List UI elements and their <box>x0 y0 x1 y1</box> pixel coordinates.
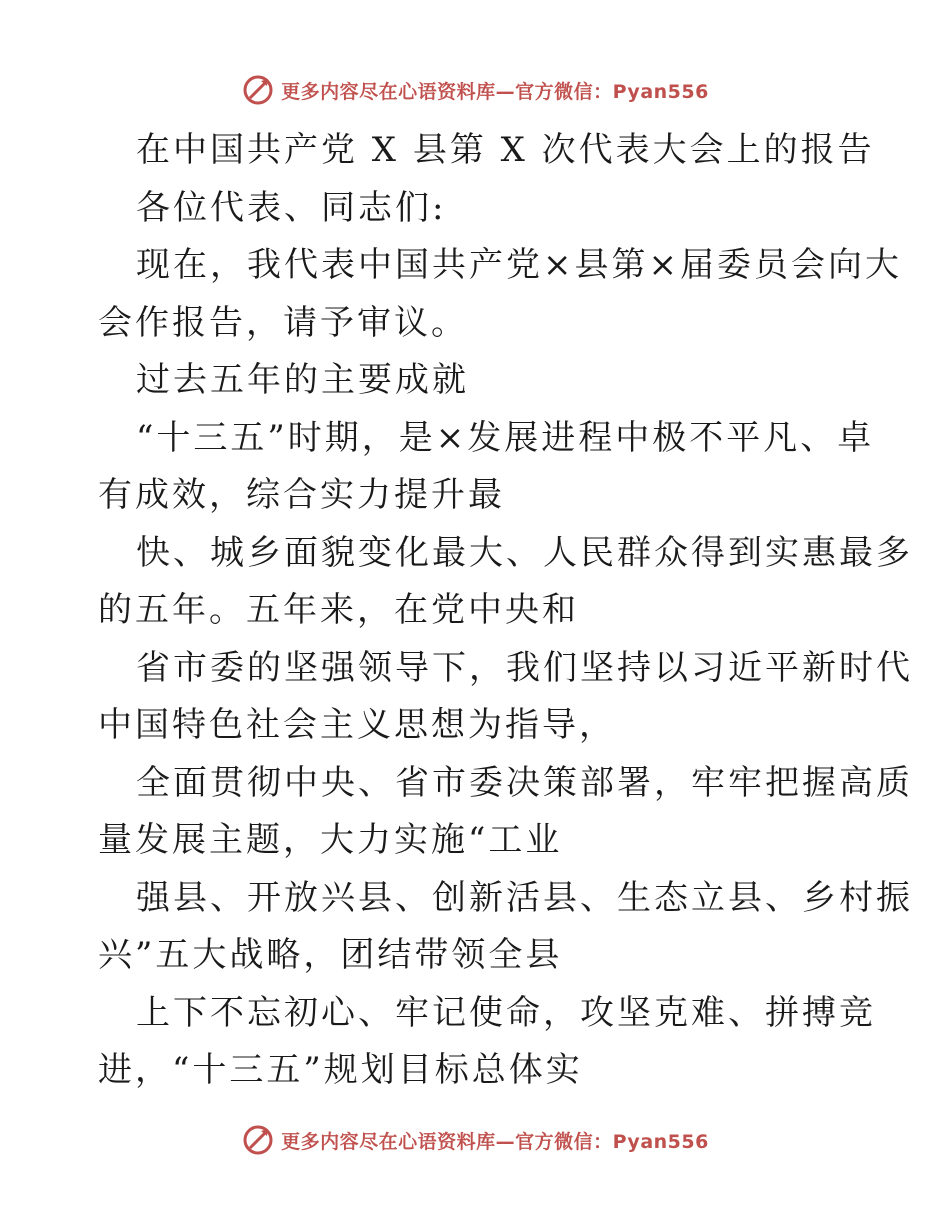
paragraph-line: 全面贯彻中央、省市委决策部署，牢牢把握高质 <box>136 762 913 803</box>
paragraph-line: 有成效，综合实力提升最 <box>98 475 505 515</box>
paragraph-line: 进，“十三五”规划目标总体实 <box>98 1050 583 1090</box>
header-banner <box>0 70 950 110</box>
footer-banner-text: 更多内容尽在心语资料库—官方微信：Pyan556 <box>281 1130 709 1153</box>
header-banner-text: 更多内容尽在心语资料库—官方微信：Pyan556 <box>281 80 709 103</box>
paragraph-line: 强县、开放兴县、创新活县、生态立县、乡村振 <box>136 877 913 918</box>
quill-seal-icon <box>241 73 275 107</box>
section-heading: 过去五年的主要成就 <box>136 360 469 400</box>
paragraph-line: 上下不忘初心、牢记使命，攻坚克难、拼搏竞 <box>136 992 876 1033</box>
quill-seal-icon <box>241 1123 275 1157</box>
salutation: 各位代表、同志们: <box>136 187 447 228</box>
paragraph-line: 会作报告，请予审议。 <box>98 302 468 343</box>
paragraph-line: 的五年。五年来，在党中央和 <box>98 590 579 630</box>
paragraph-line: 中国特色社会主义思想为指导， <box>98 705 616 745</box>
document-title: 在中国共产党 X 县第 X 次代表大会上的报告 <box>136 130 875 170</box>
paragraph-line: 量发展主题，大力实施“工业 <box>98 820 563 860</box>
footer-banner <box>0 1120 950 1160</box>
paragraph-line: “十三五”时期，是×发展进程中极不平凡、卓 <box>136 417 875 458</box>
paragraph-line: 现在，我代表中国共产党×县第×届委员会向大 <box>136 245 902 285</box>
paragraph-line: 省市委的坚强领导下，我们坚持以习近平新时代 <box>136 647 913 688</box>
document-body <box>98 122 913 1100</box>
paragraph-line: 兴”五大战略，团结带领全县 <box>98 935 563 975</box>
paragraph-line: 快、城乡面貌变化最大、人民群众得到实惠最多 <box>136 532 913 573</box>
